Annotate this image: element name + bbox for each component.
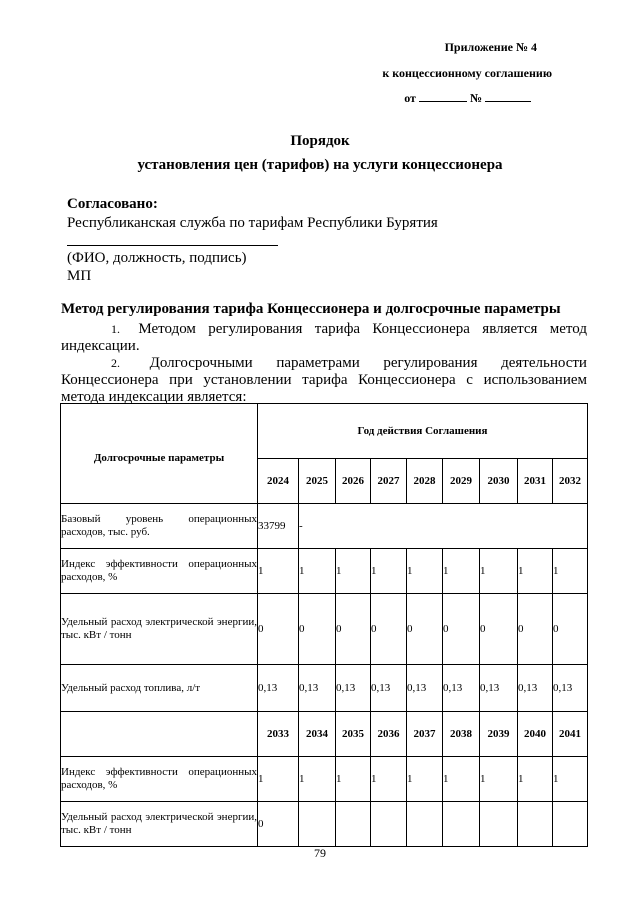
parameters-table	[60, 403, 588, 847]
approval-label: Согласовано:	[67, 196, 158, 212]
appendix-header	[445, 40, 550, 55]
approval-organization: Республиканская служба по тарифам Республики Бурятия	[67, 215, 438, 231]
p2-word: параметрами	[276, 355, 360, 371]
value-cell: 0,13	[518, 665, 553, 712]
value-cell	[336, 504, 588, 549]
paragraph-1-number: 1.	[111, 322, 120, 336]
paragraph-1-line-1	[61, 321, 587, 338]
table-row	[61, 504, 588, 549]
year-cell: 2032	[553, 459, 588, 504]
row-label: Удельный расход топлива, л/т	[61, 665, 258, 712]
year-cell: 2025	[299, 459, 336, 504]
year-cell: 2039	[480, 712, 518, 757]
paragraph-2-line-3: метода индексации является:	[61, 389, 247, 405]
signature-caption: (ФИО, должность, подпись)	[67, 250, 247, 266]
value-cell	[480, 802, 518, 847]
paragraph-2-number: 2.	[111, 356, 120, 370]
year-cell: 2034	[299, 712, 336, 757]
value-cell: 1	[336, 549, 371, 594]
row-label: Индекс эффективности операционных расходов, %	[61, 549, 258, 594]
number-sign: №	[469, 91, 482, 105]
value-cell: 1	[407, 549, 443, 594]
value-cell: 1	[258, 549, 299, 594]
year-cell: 2029	[443, 459, 480, 504]
value-cell: 0	[258, 594, 299, 665]
row-label: Удельный расход электрической энергии, тыс. кВт / тонн	[61, 594, 258, 665]
stamp-label: МП	[67, 268, 92, 284]
value-cell: 0,13	[443, 665, 480, 712]
value-cell: 0	[299, 594, 336, 665]
value-cell: 1	[407, 757, 443, 802]
value-cell: 1	[480, 549, 518, 594]
paragraph-2	[61, 355, 587, 406]
value-cell: 0,13	[258, 665, 299, 712]
paragraph-2-line-2: Концессионера при установлении тарифа Концессионера с использованием	[61, 372, 587, 388]
paragraph-2-line-1	[61, 355, 587, 372]
value-cell: 1	[299, 757, 336, 802]
year-cell: 2035	[336, 712, 371, 757]
value-cell: 1	[553, 549, 588, 594]
value-cell: 1	[480, 757, 518, 802]
year-cell: 2040	[518, 712, 553, 757]
page-number: 79	[314, 846, 326, 860]
year-cell: 2038	[443, 712, 480, 757]
value-cell: 0,13	[371, 665, 407, 712]
p1-word: Концессионера	[372, 321, 470, 337]
year-cell: 2037	[407, 712, 443, 757]
value-cell: 1	[371, 549, 407, 594]
paragraph-1	[61, 321, 587, 355]
value-cell: 0	[553, 594, 588, 665]
value-cell: 0	[371, 594, 407, 665]
value-cell: 1	[443, 757, 480, 802]
signature-line	[67, 245, 278, 246]
value-cell: 1	[553, 757, 588, 802]
p1-word: регулирования	[208, 321, 303, 337]
year-cell: 2024	[258, 459, 299, 504]
table-row	[61, 757, 588, 802]
value-cell: 0	[518, 594, 553, 665]
year-cell: 2031	[518, 459, 553, 504]
date-blank	[419, 90, 467, 102]
value-cell: 0	[258, 802, 299, 847]
table-header-row	[61, 404, 588, 459]
years-row-2-blank	[61, 712, 258, 757]
header-years-cell: Год действия Соглашения	[258, 404, 588, 459]
value-cell: 1	[518, 757, 553, 802]
value-cell: 0	[407, 594, 443, 665]
value-cell: 0	[443, 594, 480, 665]
value-cell: 1	[258, 757, 299, 802]
p2-word: регулирования	[383, 355, 478, 371]
year-cell: 2036	[371, 712, 407, 757]
year-cell: 2033	[258, 712, 299, 757]
value-cell: 0,13	[407, 665, 443, 712]
p2-word: деятельности	[501, 355, 587, 371]
row-label: Индекс эффективности операционных расходов, %	[61, 757, 258, 802]
year-cell: 2026	[336, 459, 371, 504]
value-cell: 0,13	[480, 665, 518, 712]
year-cell: 2030	[480, 459, 518, 504]
doc-subtitle: установления цен (тарифов) на услуги концессионера	[137, 157, 503, 173]
value-cell: 1	[443, 549, 480, 594]
year-cell: 2028	[407, 459, 443, 504]
p1-word: метод	[549, 321, 587, 337]
years-row-2	[61, 712, 588, 757]
value-cell: -	[299, 504, 336, 549]
row-label: Базовый уровень операционных расходов, тыс. руб.	[61, 504, 258, 549]
section-title: Метод регулирования тарифа Концессионера и долгосрочные параметры	[61, 301, 561, 317]
p2-word: Долгосрочными	[149, 355, 253, 371]
value-cell: 0,13	[299, 665, 336, 712]
p1-word: является	[482, 321, 538, 337]
value-cell	[407, 802, 443, 847]
value-cell: 0,13	[553, 665, 588, 712]
value-cell: 0	[480, 594, 518, 665]
row-label: Удельный расход электрической энергии, тыс. кВт / тонн	[61, 802, 258, 847]
date-prefix: от	[404, 91, 416, 105]
value-cell: 1	[336, 757, 371, 802]
table-row	[61, 549, 588, 594]
table-row	[61, 665, 588, 712]
value-cell	[553, 802, 588, 847]
appendix-title: Приложение № 4	[444, 40, 537, 54]
appendix-subtitle	[382, 66, 552, 81]
appendix-date-line	[404, 90, 531, 106]
table-row	[61, 802, 588, 847]
p1-word: тарифа	[314, 321, 361, 337]
p1-word: Методом	[138, 321, 196, 337]
table-row	[61, 594, 588, 665]
year-cell: 2027	[371, 459, 407, 504]
number-blank	[485, 90, 531, 102]
value-cell: 0,13	[336, 665, 371, 712]
doc-title: Порядок	[290, 133, 350, 149]
value-cell: 0	[336, 594, 371, 665]
appendix-subtitle-text: к концессионному соглашению	[382, 66, 552, 80]
value-cell: 1	[371, 757, 407, 802]
year-cell: 2041	[553, 712, 588, 757]
value-cell: 1	[518, 549, 553, 594]
paragraph-1-line-2: индексации.	[61, 338, 140, 354]
value-cell: 33799	[258, 504, 299, 549]
value-cell	[336, 802, 371, 847]
value-cell: 1	[299, 549, 336, 594]
value-cell	[518, 802, 553, 847]
value-cell	[299, 802, 336, 847]
value-cell	[371, 802, 407, 847]
value-cell	[443, 802, 480, 847]
header-params-cell: Долгосрочные параметры	[61, 404, 258, 504]
